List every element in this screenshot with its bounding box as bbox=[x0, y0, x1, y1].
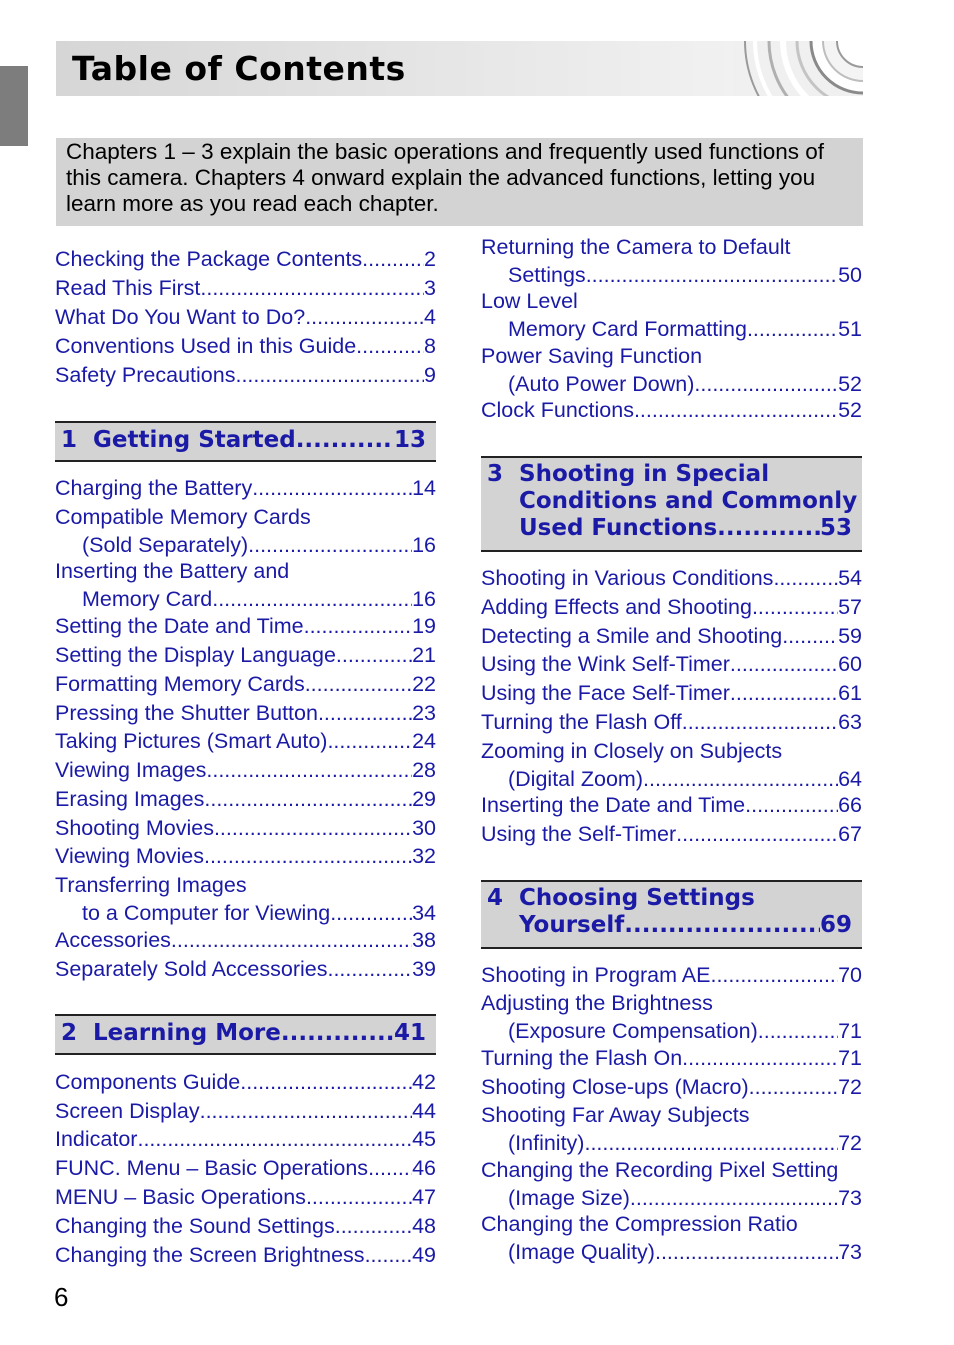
dot-leader bbox=[782, 623, 838, 649]
toc-entry[interactable] bbox=[481, 651, 862, 677]
dot-leader bbox=[214, 815, 412, 841]
entry-title: Components Guide bbox=[55, 1070, 241, 1094]
dot-leader bbox=[356, 333, 424, 359]
entry-page: 16 bbox=[412, 533, 436, 557]
entry-page: 3 bbox=[424, 276, 436, 300]
toc-entry[interactable] bbox=[55, 843, 436, 869]
toc-entry[interactable] bbox=[55, 642, 436, 668]
toc-entry[interactable] bbox=[55, 815, 436, 841]
toc-entry[interactable] bbox=[55, 304, 436, 330]
entry-page: 4 bbox=[424, 305, 436, 329]
entry-page: 48 bbox=[412, 1214, 436, 1238]
entry-page: 29 bbox=[412, 787, 436, 811]
entry-title: Memory Card bbox=[82, 587, 213, 611]
entry-title: MENU – Basic Operations bbox=[55, 1185, 306, 1209]
toc-entry[interactable] bbox=[55, 1213, 436, 1239]
entry-title: Using the Self-Timer bbox=[481, 822, 677, 846]
toc-entry[interactable] bbox=[481, 397, 862, 423]
entry-title: (Image Quality) bbox=[508, 1240, 655, 1264]
dot-leader bbox=[252, 475, 412, 501]
entry-page: 47 bbox=[412, 1185, 436, 1209]
entry-page: 38 bbox=[412, 928, 436, 952]
entry-title: Conventions Used in this Guide bbox=[55, 334, 357, 358]
entry-page: 44 bbox=[412, 1099, 436, 1123]
entry-page: 39 bbox=[412, 957, 436, 981]
toc-entry[interactable] bbox=[55, 475, 436, 501]
dot-leader bbox=[682, 1045, 838, 1071]
toc-entry[interactable] bbox=[55, 1069, 436, 1095]
entry-page: 2 bbox=[424, 247, 436, 271]
entry-title: Viewing Movies bbox=[55, 844, 204, 868]
dot-leader bbox=[330, 900, 412, 926]
entry-title: Returning the Camera to Default bbox=[481, 235, 791, 259]
entry-title: Shooting Close-ups (Macro) bbox=[481, 1075, 749, 1099]
entry-page: 57 bbox=[838, 595, 862, 619]
chapter-heading-2[interactable] bbox=[55, 1014, 436, 1055]
entry-title: Erasing Images bbox=[55, 787, 205, 811]
dot-leader bbox=[362, 246, 424, 272]
toc-entry[interactable] bbox=[481, 234, 862, 288]
title-bar bbox=[56, 41, 863, 96]
toc-entry[interactable] bbox=[55, 1098, 436, 1124]
entry-page: 19 bbox=[412, 614, 436, 638]
entry-page: 63 bbox=[838, 710, 862, 734]
toc-entry[interactable] bbox=[481, 1045, 862, 1071]
entry-title: Adding Effects and Shooting bbox=[481, 595, 752, 619]
entry-title: (Infinity) bbox=[508, 1131, 585, 1155]
toc-entry[interactable] bbox=[55, 1242, 436, 1268]
toc-entry[interactable] bbox=[55, 728, 436, 754]
toc-entry[interactable] bbox=[481, 709, 862, 735]
entry-title: Separately Sold Accessories bbox=[55, 957, 328, 981]
dot-leader bbox=[634, 397, 838, 423]
entry-title: Checking the Package Contents bbox=[55, 247, 363, 271]
dot-leader bbox=[752, 594, 838, 620]
entry-page: 8 bbox=[424, 334, 436, 358]
entry-title: (Digital Zoom) bbox=[508, 767, 643, 791]
entry-page: 49 bbox=[412, 1243, 436, 1267]
entry-page: 28 bbox=[412, 758, 436, 782]
toc-entry[interactable] bbox=[481, 288, 862, 342]
chapter-number: 2 bbox=[61, 1020, 78, 1046]
dot-leader bbox=[137, 1126, 412, 1152]
entry-page: 67 bbox=[838, 822, 862, 846]
entry-page: 70 bbox=[838, 963, 862, 987]
entry-page: 34 bbox=[412, 901, 436, 925]
dot-leader bbox=[305, 304, 424, 330]
entry-page: 42 bbox=[412, 1070, 436, 1094]
chapter-title: Used Functions bbox=[519, 515, 718, 541]
entry-title: Formatting Memory Cards bbox=[55, 672, 305, 696]
dot-leader bbox=[327, 956, 412, 982]
toc-entry[interactable] bbox=[55, 333, 436, 359]
entry-page: 23 bbox=[412, 701, 436, 725]
dot-leader bbox=[240, 1069, 412, 1095]
dot-leader bbox=[747, 316, 838, 342]
dot-leader bbox=[758, 1018, 838, 1044]
entry-page: 59 bbox=[838, 624, 862, 648]
entry-title: Inserting the Date and Time bbox=[481, 793, 746, 817]
entry-page: 54 bbox=[838, 566, 862, 590]
toc-entry[interactable] bbox=[55, 362, 436, 388]
chapter-title: Choosing Settings bbox=[519, 885, 755, 911]
dot-leader bbox=[235, 362, 424, 388]
intro-box: Chapters 1 – 3 explain the basic operations and frequently used functions of this camera. Chapters 4 onward explain the advanced functions, letting you learn more as you read each chapter. bbox=[56, 138, 863, 226]
entry-title: Indicator bbox=[55, 1127, 138, 1151]
chapter-title: Getting Started bbox=[93, 427, 296, 453]
toc-entry[interactable] bbox=[55, 671, 436, 697]
entry-page: 22 bbox=[412, 672, 436, 696]
entry-title: Setting the Date and Time bbox=[55, 614, 304, 638]
entry-page: 60 bbox=[838, 652, 862, 676]
dot-leader bbox=[305, 671, 412, 697]
entry-title: FUNC. Menu – Basic Operations bbox=[55, 1156, 369, 1180]
chapter-title: Conditions and Commonly bbox=[519, 488, 858, 514]
entry-title: Turning the Flash On bbox=[481, 1046, 683, 1070]
dot-leader bbox=[676, 821, 838, 847]
entry-title: Shooting Far Away Subjects bbox=[481, 1103, 750, 1127]
entry-title: Inserting the Battery and bbox=[55, 559, 290, 583]
page-title: Table of Contents bbox=[72, 49, 406, 88]
dot-leader bbox=[306, 1184, 412, 1210]
dot-leader bbox=[171, 927, 412, 953]
chapter-number: 1 bbox=[61, 427, 78, 453]
entry-title: Low Level bbox=[481, 289, 578, 313]
entry-page: 32 bbox=[412, 844, 436, 868]
entry-title: Power Saving Function bbox=[481, 344, 703, 368]
toc-entry[interactable] bbox=[481, 1157, 862, 1211]
dot-leader bbox=[281, 1019, 394, 1047]
dot-leader bbox=[368, 1155, 412, 1181]
entry-page: 64 bbox=[838, 767, 862, 791]
entry-title: Memory Card Formatting bbox=[508, 317, 747, 341]
entry-page: 45 bbox=[412, 1127, 436, 1151]
dot-leader bbox=[745, 792, 838, 818]
dot-leader bbox=[200, 275, 424, 301]
entry-page: 51 bbox=[838, 317, 862, 341]
dot-leader bbox=[318, 700, 412, 726]
dot-leader bbox=[304, 613, 412, 639]
entry-page: 16 bbox=[412, 587, 436, 611]
entry-page: 61 bbox=[838, 681, 862, 705]
page-number: 6 bbox=[54, 1282, 69, 1312]
lens-rings-decoration bbox=[733, 41, 863, 96]
entry-page: 73 bbox=[838, 1240, 862, 1264]
entry-title: Changing the Sound Settings bbox=[55, 1214, 335, 1238]
toc-entry[interactable] bbox=[55, 1155, 436, 1181]
entry-title: Clock Functions bbox=[481, 398, 634, 422]
dot-leader bbox=[624, 911, 820, 939]
entry-page: 52 bbox=[838, 398, 862, 422]
toc-entry[interactable] bbox=[55, 1126, 436, 1152]
toc-entry[interactable] bbox=[55, 700, 436, 726]
toc-entry[interactable] bbox=[55, 872, 436, 926]
entry-title: Changing the Screen Brightness bbox=[55, 1243, 365, 1267]
toc-entry[interactable] bbox=[481, 990, 862, 1044]
toc-entry[interactable] bbox=[55, 558, 436, 612]
entry-title: Changing the Compression Ratio bbox=[481, 1212, 798, 1236]
toc-entry[interactable] bbox=[55, 613, 436, 639]
chapter-page: 69 bbox=[819, 912, 852, 938]
chapter-heading-4[interactable] bbox=[481, 880, 862, 949]
entry-title: Settings bbox=[508, 263, 586, 287]
dot-leader bbox=[204, 843, 412, 869]
side-tab-marker bbox=[0, 66, 28, 146]
toc-entry[interactable] bbox=[55, 275, 436, 301]
toc-entry[interactable] bbox=[481, 1074, 862, 1100]
entry-title: Compatible Memory Cards bbox=[55, 505, 311, 529]
entry-title: Charging the Battery bbox=[55, 476, 253, 500]
dot-leader bbox=[365, 1242, 413, 1268]
entry-title: What Do You Want to Do? bbox=[55, 305, 306, 329]
toc-entry[interactable] bbox=[55, 246, 436, 272]
entry-page: 72 bbox=[838, 1075, 862, 1099]
chapter-title: Learning More bbox=[93, 1020, 281, 1046]
toc-entry[interactable] bbox=[481, 594, 862, 620]
toc-entry[interactable] bbox=[481, 821, 862, 847]
chapter-page: 13 bbox=[393, 427, 426, 453]
toc-entry[interactable] bbox=[481, 680, 862, 706]
toc-entry[interactable] bbox=[55, 956, 436, 982]
entry-page: 72 bbox=[838, 1131, 862, 1155]
entry-title: Turning the Flash Off bbox=[481, 710, 682, 734]
dot-leader bbox=[327, 728, 412, 754]
entry-title: Zooming in Closely on Subjects bbox=[481, 739, 783, 763]
entry-title: (Image Size) bbox=[508, 1186, 630, 1210]
entry-page: 24 bbox=[412, 729, 436, 753]
entry-title: (Exposure Compensation) bbox=[508, 1019, 758, 1043]
chapter-number: 3 bbox=[487, 461, 504, 487]
dot-leader bbox=[730, 651, 838, 677]
entry-title: Viewing Images bbox=[55, 758, 207, 782]
dot-leader bbox=[584, 1130, 838, 1156]
dot-leader bbox=[655, 1239, 838, 1265]
entry-title: Safety Precautions bbox=[55, 363, 236, 387]
entry-page: 71 bbox=[838, 1019, 862, 1043]
chapter-number: 4 bbox=[487, 885, 504, 911]
dot-leader bbox=[336, 642, 412, 668]
entry-title: Screen Display bbox=[55, 1099, 200, 1123]
toc-entry[interactable] bbox=[55, 927, 436, 953]
chapter-page: 53 bbox=[819, 515, 852, 541]
toc-entry[interactable] bbox=[55, 786, 436, 812]
toc-entry[interactable] bbox=[481, 792, 862, 818]
dot-leader bbox=[710, 962, 838, 988]
entry-title: Transferring Images bbox=[55, 873, 247, 897]
entry-page: 14 bbox=[412, 476, 436, 500]
entry-title: Shooting in Various Conditions bbox=[481, 566, 774, 590]
chapter-heading-3[interactable] bbox=[481, 456, 862, 552]
dot-leader bbox=[204, 786, 412, 812]
entry-page: 73 bbox=[838, 1186, 862, 1210]
dot-leader bbox=[248, 532, 412, 558]
entry-page: 21 bbox=[412, 643, 436, 667]
entry-title: Shooting Movies bbox=[55, 816, 214, 840]
dot-leader bbox=[773, 565, 838, 591]
toc-entry[interactable] bbox=[481, 343, 862, 397]
dot-leader bbox=[630, 1185, 838, 1211]
dot-leader bbox=[200, 1098, 412, 1124]
entry-title: Changing the Recording Pixel Setting bbox=[481, 1158, 839, 1182]
entry-title: Accessories bbox=[55, 928, 171, 952]
dot-leader bbox=[335, 1213, 412, 1239]
entry-title: (Sold Separately) bbox=[82, 533, 249, 557]
dot-leader bbox=[717, 514, 820, 542]
entry-title: to a Computer for Viewing bbox=[82, 901, 331, 925]
entry-page: 50 bbox=[838, 263, 862, 287]
entry-page: 71 bbox=[838, 1046, 862, 1070]
dot-leader bbox=[212, 586, 412, 612]
toc-entry[interactable] bbox=[481, 1211, 862, 1265]
toc-entry[interactable] bbox=[481, 623, 862, 649]
entry-title: Using the Face Self-Timer bbox=[481, 681, 730, 705]
chapter-title: Yourself bbox=[519, 912, 625, 938]
entry-title: (Auto Power Down) bbox=[508, 372, 695, 396]
chapter-heading-1[interactable] bbox=[55, 421, 436, 462]
toc-entry[interactable] bbox=[481, 565, 862, 591]
chapter-page: 41 bbox=[393, 1020, 426, 1046]
entry-page: 30 bbox=[412, 816, 436, 840]
toc-entry[interactable] bbox=[481, 1102, 862, 1156]
entry-title: Read This First bbox=[55, 276, 201, 300]
entry-page: 66 bbox=[838, 793, 862, 817]
entry-title: Pressing the Shutter Button bbox=[55, 701, 318, 725]
entry-title: Detecting a Smile and Shooting bbox=[481, 624, 783, 648]
toc-entry[interactable] bbox=[481, 962, 862, 988]
entry-page: 46 bbox=[412, 1156, 436, 1180]
dot-leader bbox=[730, 680, 838, 706]
entry-title: Taking Pictures (Smart Auto) bbox=[55, 729, 328, 753]
toc-entry[interactable] bbox=[55, 1184, 436, 1210]
toc-entry[interactable] bbox=[55, 504, 436, 558]
entry-page: 52 bbox=[838, 372, 862, 396]
entry-title: Setting the Display Language bbox=[55, 643, 336, 667]
entry-title: Shooting in Program AE bbox=[481, 963, 711, 987]
entry-title: Using the Wink Self-Timer bbox=[481, 652, 730, 676]
toc-entry[interactable] bbox=[55, 757, 436, 783]
entry-title: Adjusting the Brightness bbox=[481, 991, 713, 1015]
dot-leader bbox=[749, 1074, 838, 1100]
toc-entry[interactable] bbox=[481, 738, 862, 792]
dot-leader bbox=[643, 766, 838, 792]
chapter-title: Shooting in Special bbox=[519, 461, 770, 487]
dot-leader bbox=[682, 709, 838, 735]
dot-leader bbox=[694, 371, 838, 397]
dot-leader bbox=[296, 426, 394, 454]
dot-leader bbox=[586, 262, 838, 288]
dot-leader bbox=[206, 757, 412, 783]
entry-page: 9 bbox=[424, 363, 436, 387]
